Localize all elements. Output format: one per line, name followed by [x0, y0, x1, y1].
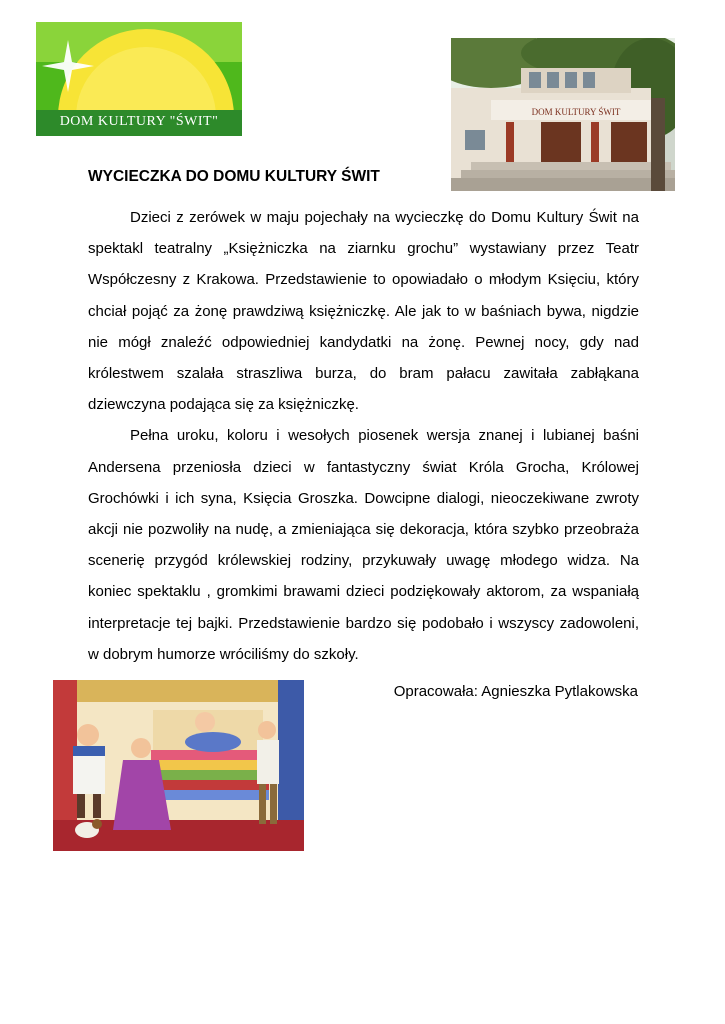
article-author: Opracowała: Agnieszka Pytlakowska [393, 683, 638, 700]
building-image [451, 38, 675, 191]
article-paragraph: Pełna uroku, koloru i wesołych piosenek wersja znanej i lubianej baśni Andersena przeniosła dzieci w fantastyczny świat Króla Grocha, Królowej Grochówki i ich syna, Księcia Groszka. Dowcipne dialogi, nieoczekiwane zwroty akcji nie pozwoliły na nudę, a zmieniająca się dekoracja, która szybko przeobraża scenerię przygód królewskiej rodziny, przykuwały uwagę młodego widza. Na koniec spektaklu , gromkimi brawami dzieci podziękowały aktorom, za wspaniałą interpretacje tej bajki. Przedstawienie bardzo się podobało i wszyscy zadowoleni, w dobrym humorze wróciliśmy do szkoły. [88, 427, 639, 663]
article-body [88, 202, 639, 670]
dom-kultury-logo [36, 22, 242, 136]
fairy-tale-illustration [53, 680, 304, 851]
article-paragraph: Dzieci z zerówek w maju pojechały na wycieczkę do Domu Kultury Świt na spektakl teatralny „Księżniczka na ziarnku grochu” wystawiany przez Teatr Współczesny z Krakowa. Przedstawienie to opowiadało o młodym Księciu, który chciał pojąć za żonę prawdziwą księżniczkę. Ale jak to w baśniach bywa, nigdzie nie mógł znaleźć odpowiedniej kandydatki na żonę. Pewnej nocy, gdy nad królestwem szalała straszliwa burza, do bram pałacu zawitała zabłąkana dziewczyna podająca się za księżniczkę. [88, 209, 639, 414]
building-photo [451, 38, 675, 191]
article-title: WYCIECZKA DO DOMU KULTURY ŚWIT [88, 168, 380, 185]
building-sign: DOM KULTURY ŚWIT [531, 107, 621, 117]
logo-text: DOM KULTURY "ŚWIT" [59, 114, 219, 129]
illustration-image [53, 680, 304, 851]
